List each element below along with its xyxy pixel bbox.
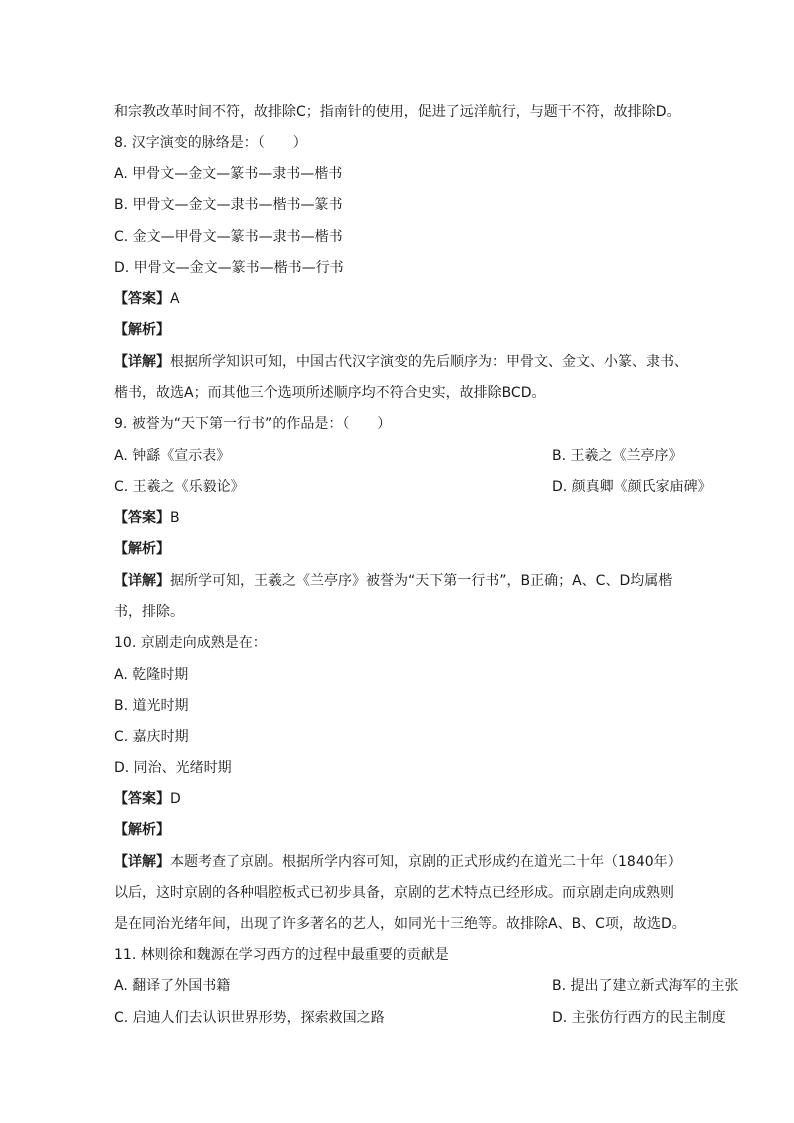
- question-8-option-d: D. 甲骨文—金文—篆书—楷书—行书: [114, 260, 344, 276]
- answer-tag: 【答案】: [114, 291, 170, 307]
- question-8-detail-line-2: 楷书，故选A；而其他三个选项所述顺序均不符合史实，故排除BCD。: [114, 385, 546, 401]
- question-11-options-row-2: [114, 1008, 726, 1028]
- question-9-option-d: D. 颜真卿《颜氏家庙碑》: [552, 479, 712, 495]
- question-8-option-b: B. 甲骨文—金文—隶书—楷书—篆书: [114, 197, 343, 213]
- question-10-option-a: A. 乾隆时期: [114, 667, 189, 683]
- detail-text: 根据所学知识可知，中国古代汉字演变的先后顺序为：甲骨文、金文、小篆、隶书、: [170, 354, 688, 370]
- question-11-stem: 11. 林则徐和魏源在学习西方的过程中最重要的贡献是: [114, 947, 449, 963]
- question-8-answer: [114, 289, 680, 309]
- detail-tag: 【详解】: [114, 854, 170, 870]
- question-9-detail-line-1: [114, 571, 680, 591]
- question-8-option-a: A. 甲骨文—金文—篆书—隶书—楷书: [114, 166, 343, 182]
- detail-tag: 【详解】: [114, 354, 170, 370]
- question-10-option-c: C. 嘉庆时期: [114, 729, 189, 745]
- question-10-detail-line-1: [114, 852, 680, 872]
- question-9-option-c: C. 王羲之《乐毅论》: [114, 479, 245, 495]
- question-8-stem: 8. 汉字演变的脉络是：（ ）: [114, 135, 307, 151]
- answer-value: A: [170, 291, 180, 307]
- question-10-answer: [114, 789, 680, 809]
- question-9-option-a: A. 钟繇《宣示表》: [114, 448, 231, 464]
- question-9-options-row-2: [114, 477, 712, 497]
- question-10-option-d: D. 同治、光绪时期: [114, 760, 232, 776]
- answer-value: B: [170, 510, 180, 526]
- detail-text: 本题考查了京剧。根据所学内容可知，京剧的正式形成约在道光二十年（1840年）: [170, 854, 682, 870]
- question-9-option-b: B. 王羲之《兰亭序》: [552, 448, 683, 464]
- question-9-answer: [114, 508, 680, 528]
- question-8-analysis-heading: 【解析】: [114, 322, 170, 338]
- question-9-stem: 9. 被誉为“天下第一行书”的作品是：（ ）: [114, 416, 392, 432]
- question-9-detail-line-2: 书，排除。: [114, 604, 184, 620]
- answer-tag: 【答案】: [114, 510, 170, 526]
- paragraph-line: 和宗教改革时间不符，故排除C；指南针的使用，促进了远洋航行，与题干不符，故排除D。: [114, 104, 681, 120]
- question-11-option-d: D. 主张仿行西方的民主制度: [552, 1010, 726, 1026]
- question-11-option-b: B. 提出了建立新式海军的主张: [552, 978, 739, 994]
- question-10-detail-line-2: 以后，这时京剧的各种唱腔板式已初步具备，京剧的艺术特点已经形成。而京剧走向成熟则: [114, 885, 674, 901]
- question-11-option-c: C. 启迪人们去认识世界形势，探索救国之路: [114, 1010, 385, 1026]
- question-10-option-b: B. 道光时期: [114, 698, 189, 714]
- question-10-stem: 10. 京剧走向成熟是在：: [114, 635, 267, 651]
- detail-text: 据所学可知，王羲之《兰亭序》被誉为“天下第一行书”，B正确；A、C、D均属楷: [170, 573, 673, 589]
- question-9-options-row-1: [114, 446, 683, 466]
- question-11-option-a: A. 翻译了外国书籍: [114, 978, 231, 994]
- answer-value: D: [170, 791, 181, 807]
- question-8-option-c: C. 金文—甲骨文—篆书—隶书—楷书: [114, 229, 343, 245]
- question-11-options-row-1: [114, 976, 739, 996]
- question-9-analysis-heading: 【解析】: [114, 541, 170, 557]
- question-10-analysis-heading: 【解析】: [114, 822, 170, 838]
- detail-tag: 【详解】: [114, 573, 170, 589]
- question-10-detail-line-3: 是在同治光绪年间，出现了许多著名的艺人，如同光十三绝等。故排除A、B、C项，故选D。: [114, 916, 686, 932]
- answer-tag: 【答案】: [114, 791, 170, 807]
- question-8-detail-line-1: [114, 352, 688, 372]
